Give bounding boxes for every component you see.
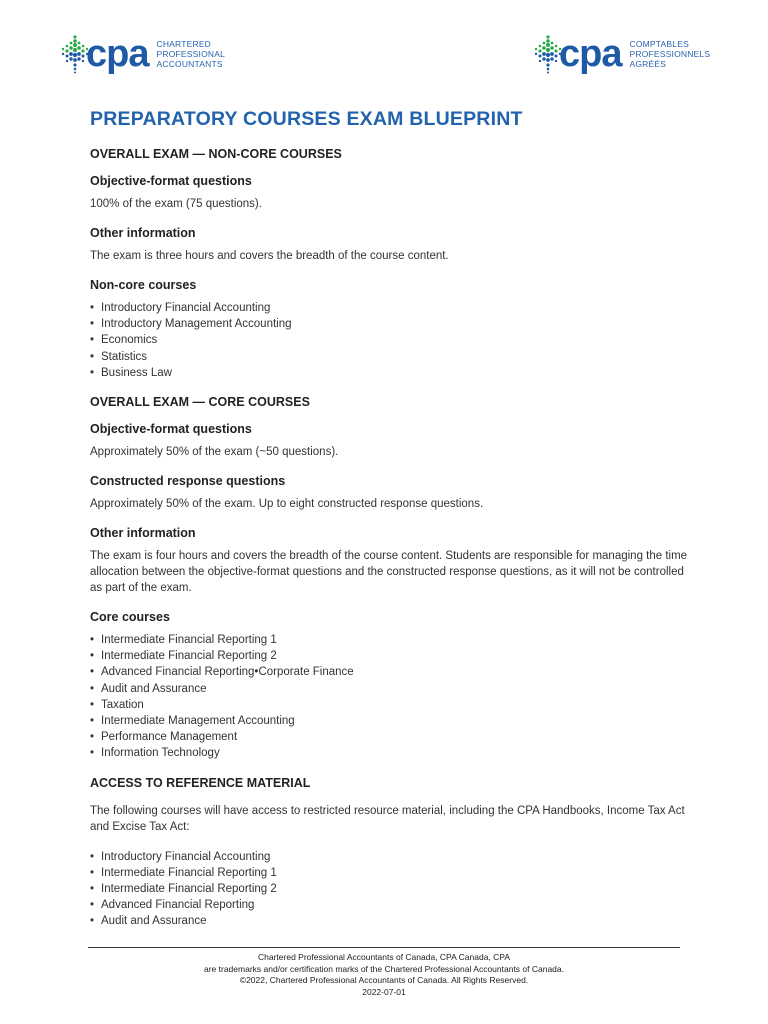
cpa-logo-french (531, 34, 710, 74)
list-item: • Intermediate Financial Reporting 2 (90, 881, 690, 897)
footer-line: Chartered Professional Accountants of Canada, CPA Canada, CPA (258, 952, 510, 962)
core-constructed-heading: Constructed response questions (90, 474, 286, 489)
list-item: • Statistics (90, 349, 690, 365)
core-constructed-text: Approximately 50% of the exam. Up to eight constructed response questions. (90, 498, 484, 511)
noncore-course-list (90, 300, 690, 381)
noncore-objective-text: 100% of the exam (75 questions). (90, 198, 262, 210)
list-item: • Intermediate Financial Reporting 2 (90, 648, 690, 664)
list-item: • Intermediate Financial Reporting 1 (90, 865, 690, 881)
reference-heading: ACCESS TO REFERENCE MATERIAL (90, 775, 311, 790)
list-item: • Economics (90, 332, 690, 348)
list-item: • Intermediate Management Accounting (90, 713, 690, 729)
footer-line: are trademarks and/or certification marks of the Chartered Professional Accountants of Canada. (203, 963, 565, 974)
logo-tagline: COMPTABLES PROFESSIONNELS AGRÉÉS (629, 39, 711, 69)
noncore-other-heading: Other information (90, 226, 196, 240)
list-item: • Business Law (90, 365, 690, 381)
core-other-heading: Other information (90, 526, 196, 541)
footer (88, 952, 680, 998)
footer-line: ©2022, Chartered Professional Accountants of Canada. All Rights Reserved. (239, 975, 529, 985)
list-item: • Advanced Financial Reporting (90, 897, 690, 913)
core-objective-text: Approximately 50% of the exam (~50 questions). (90, 446, 339, 459)
reference-text: The following courses will have access to restricted resource material, including the CPA Handbooks, Income Tax Act and Excise Tax Act: (90, 804, 685, 833)
noncore-other-text: The exam is three hours and covers the breadth of the course content. (90, 250, 449, 262)
core-objective-heading: Objective-format questions (90, 422, 252, 437)
list-item: • Introductory Management Accounting (90, 316, 690, 332)
cpa-logo-english (58, 34, 225, 74)
document-body (90, 108, 690, 944)
noncore-objective-heading: Objective-format questions (90, 174, 252, 188)
footer-divider (88, 947, 680, 948)
core-heading: OVERALL EXAM — CORE COURSES (90, 395, 310, 410)
core-other-text: The exam is four hours and covers the breadth of the course content. Students are responsible for managing the time allocation between the objective-format questions and the constructed response questions, as it will not be controlled as part of the exam. (90, 550, 688, 595)
reference-course-list (90, 849, 690, 930)
list-item: • Intermediate Financial Reporting 1 (90, 632, 690, 648)
noncore-heading: OVERALL EXAM — NON-CORE COURSES (90, 147, 342, 161)
list-item: • Audit and Assurance (90, 681, 690, 697)
list-item: • Performance Management (90, 729, 690, 745)
list-item: • Introductory Financial Accounting (90, 849, 690, 865)
list-item: • Information Technology (90, 745, 690, 761)
list-item: • Taxation (90, 697, 690, 713)
core-courses-heading: Core courses (90, 610, 170, 625)
cpa-wordmark: cpa (559, 33, 622, 75)
list-item: • Introductory Financial Accounting (90, 300, 690, 316)
core-course-list (90, 632, 690, 762)
cpa-wordmark: cpa (86, 33, 149, 75)
logo-tagline: CHARTERED PROFESSIONAL ACCOUNTANTS (156, 39, 226, 69)
noncore-courses-heading: Non-core courses (90, 278, 197, 292)
page-title: PREPARATORY COURSES EXAM BLUEPRINT (90, 108, 523, 130)
list-item: • Audit and Assurance (90, 913, 690, 929)
footer-date: 2022-07-01 (362, 986, 406, 997)
list-item: • Advanced Financial Reporting•Corporate Finance (90, 664, 690, 680)
